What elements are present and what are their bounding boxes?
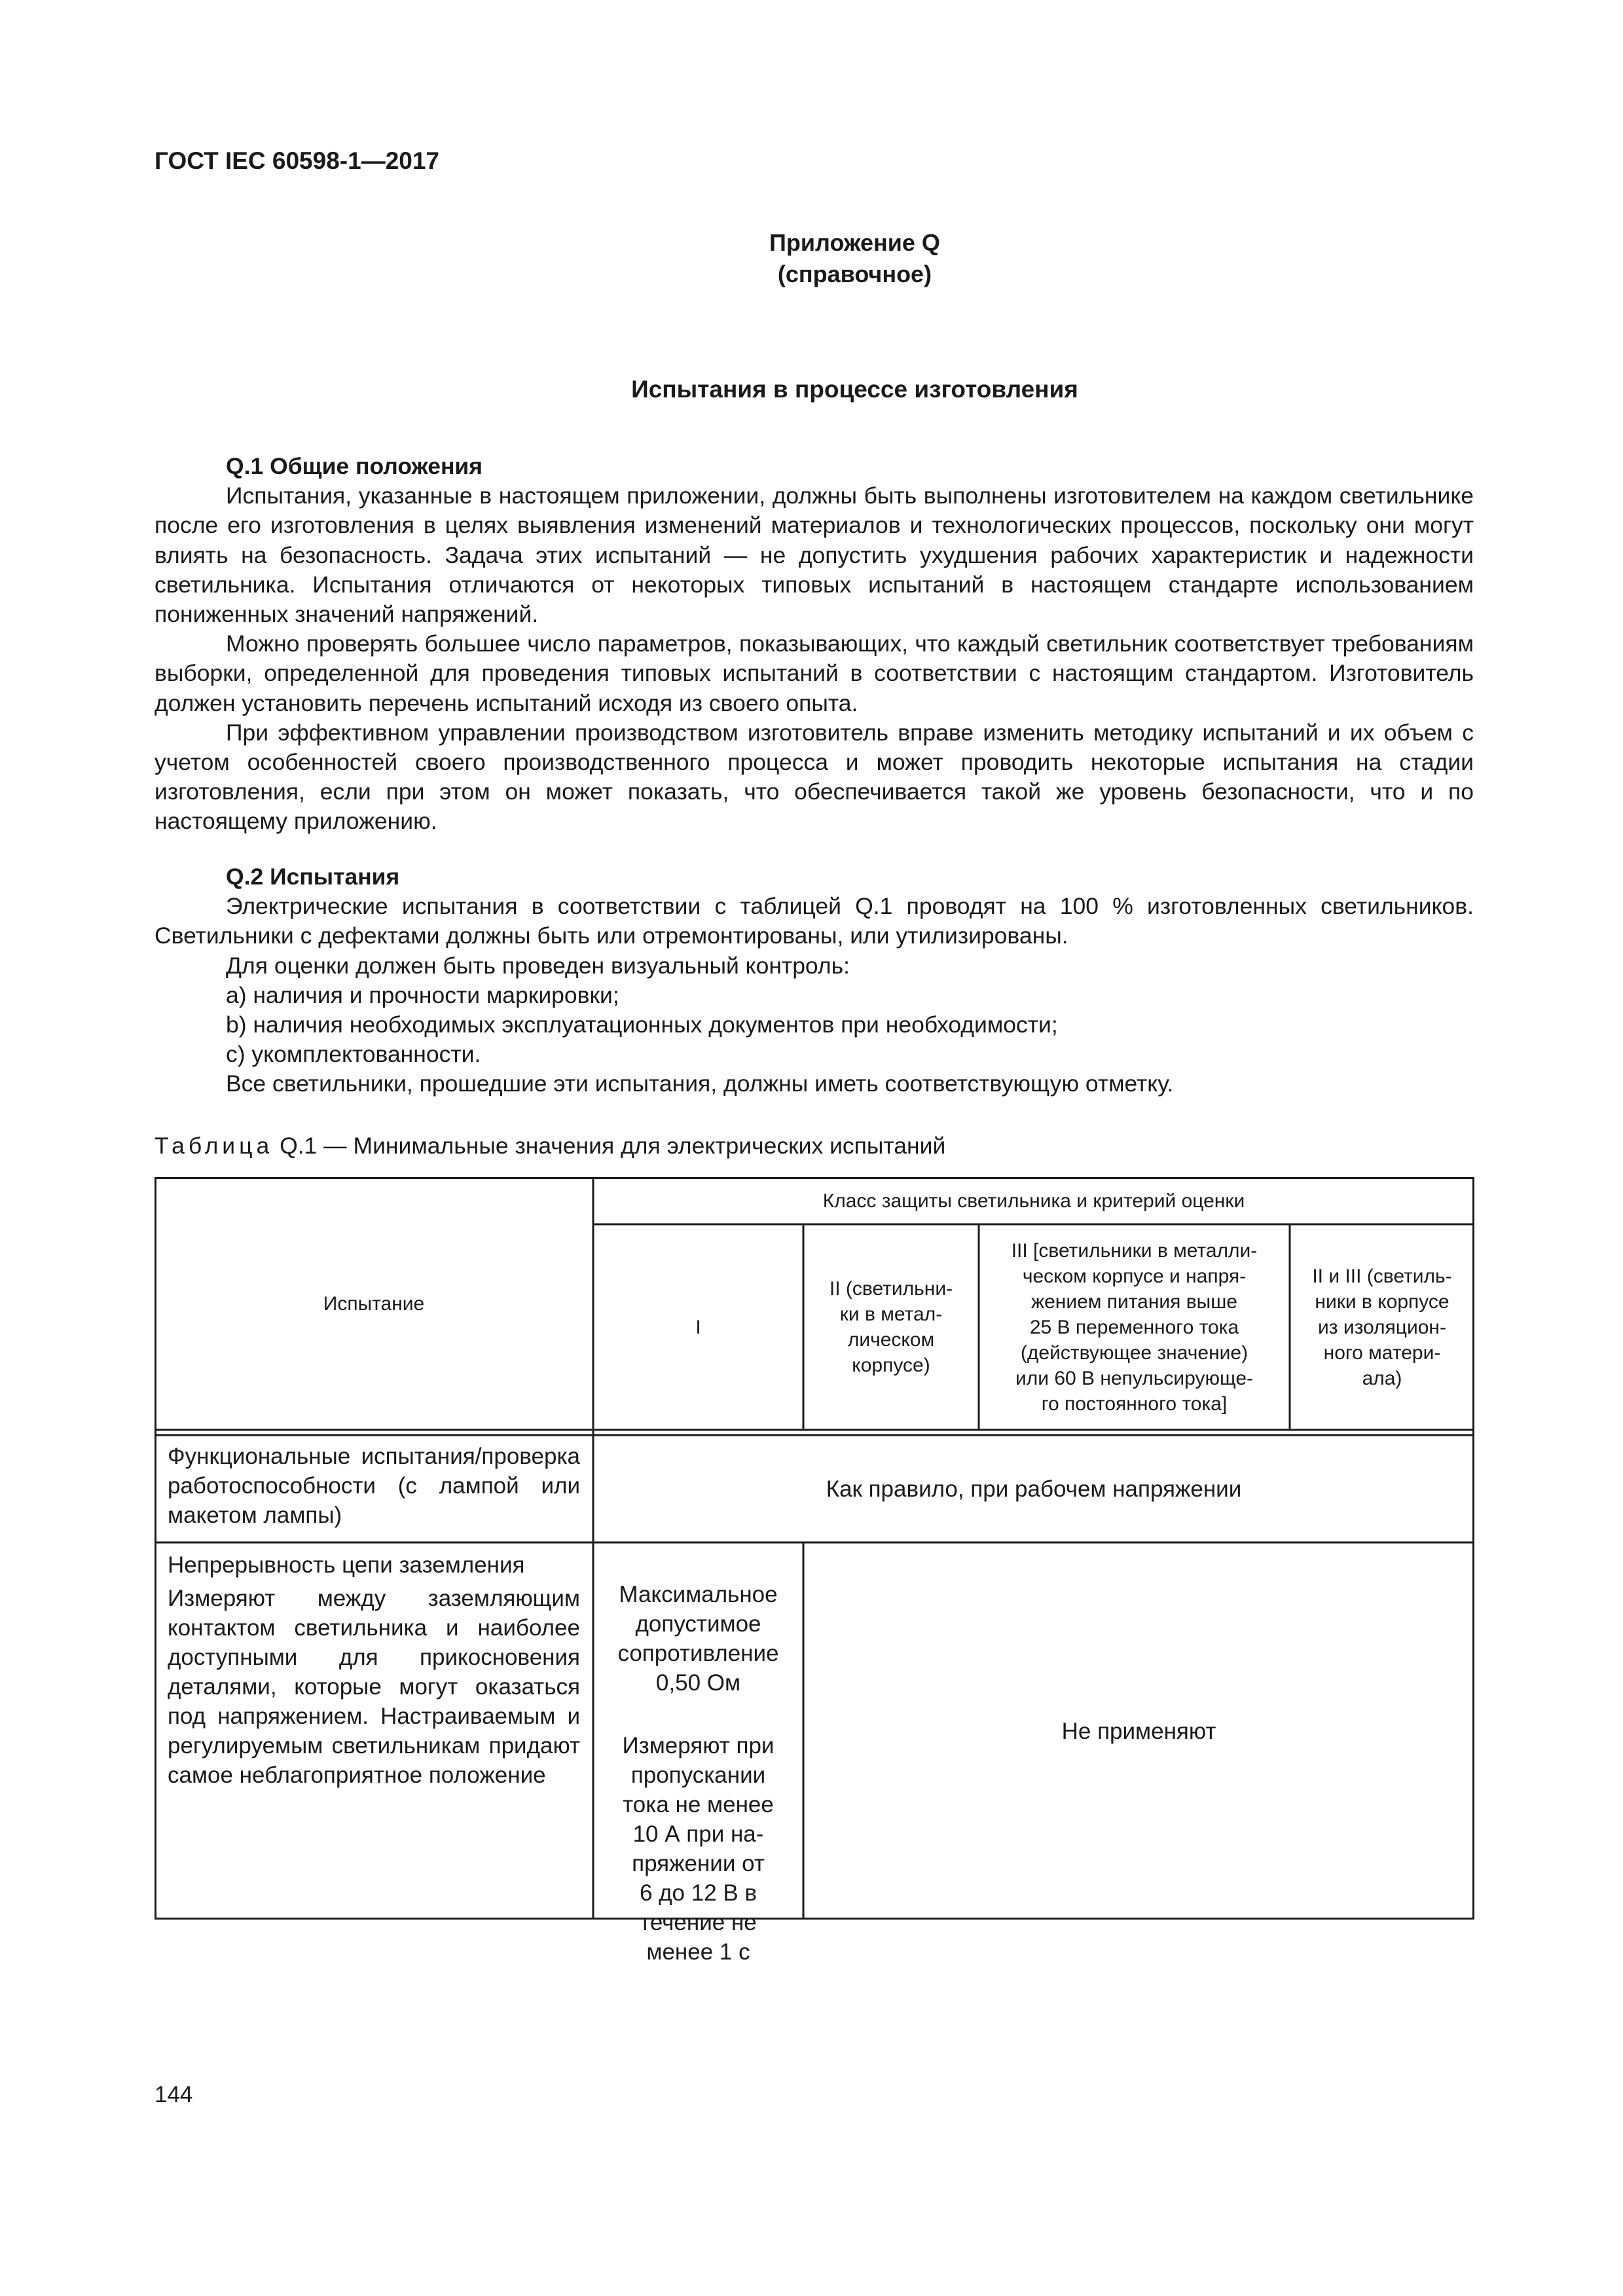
table-caption (155, 1133, 945, 1159)
row-earthing-title: Непрерывность цепи заземления (168, 1552, 525, 1578)
header-class-iii: III [светильники в металли- ческом корпусе и напря- жением питания выше 25 В переменного тока (действующее значение) или 60 В непульсирующе- го постоянного тока] (1011, 1239, 1258, 1415)
section-general (155, 452, 1474, 837)
header-class-ii-iii: II и III (светиль- ники в корпусе из изоляцион- ного матери- ала) (1312, 1265, 1452, 1389)
appendix-heading (0, 227, 1623, 290)
appendix-title: Приложение Q (769, 229, 940, 256)
header-protection-class: Класс защиты светильника и критерий оценки (822, 1190, 1245, 1212)
row-earthing-description: Измеряют между заземляющим контактом светильника и наиболее доступными для прикосновения деталями, которые могут оказаться под напряжением. Настраиваемым и регулируемым светильникам придают самое неблагоприятное положение (168, 1586, 580, 1788)
document-header: ГОСТ IEC 60598-1—2017 (155, 147, 440, 174)
paragraph: Можно проверять большее число параметров, показывающих, что каждый светильник соответствует требованиям выборки, определенной для проведения типовых испытаний в соответствии с настоящим стандартом. Изготовитель должен установить перечень испытаний исходя из своего опыта. (155, 630, 1474, 716)
row-functional-test-text: Функциональные испытания/проверка работоспособности (с лампой или макетом лампы) (168, 1444, 580, 1528)
paragraph: Электрические испытания в соответствии с таблицей Q.1 проводят на 100 % изготовленных светильников. Светильники с дефектами должны быть или отремонтированы, или утилизированы. (155, 893, 1474, 949)
row-earthing-other-classes: Не применяют (1061, 1718, 1216, 1744)
section-heading: Q.1 Общие положения (226, 453, 483, 479)
page-title: Испытания в процессе изготовления (631, 376, 1078, 403)
row-earthing-class-i-limit: Максимальное допустимое сопротивление 0,50 Ом (617, 1582, 779, 1696)
list-item: c) укомплектованности. (226, 1041, 481, 1068)
paragraph: При эффективном управлении производством изготовитель вправе изменить методику испытаний и их объем с учетом особенностей своего производственного процесса и может проводить некоторые испытания на стадии изготовления, если при этом он может показать, что обеспечивается такой же уровень безопасности, что и по настоящему приложению. (155, 719, 1474, 835)
paragraph: Испытания, указанные в настоящем приложении, должны быть выполнены изготовителем на каждом светильнике после его изготовления в целях выявления изменений материалов и технологических процессов, поскольку они могут влиять на безопасность. Задача этих испытаний — не допустить ухудшения рабочих характеристик и надежности светильника. Испытания отличаются от некоторых типовых испытаний в настоящем стандарте использованием пониженных значений напряжений. (155, 483, 1474, 628)
row-earthing-class-i-method: Измеряют при пропускании тока не менее 10 А при на- пряжении от 6 до 12 В в течение не менее 1 с (622, 1733, 775, 1965)
list-item: b) наличия необходимых эксплуатационных документов при необходимости; (226, 1011, 1058, 1038)
row-functional-test (168, 1442, 580, 1530)
row-earthing-test (168, 1550, 580, 1790)
table-caption-label: Таблица (155, 1133, 274, 1159)
row-functional-value: Как правило, при рабочем напряжении (826, 1476, 1242, 1502)
paragraph: Все светильники, прошедшие эти испытания, должны иметь соответствующую отметку. (226, 1070, 1174, 1097)
table-caption-text: Q.1 — Минимальные значения для электрических испытаний (280, 1133, 946, 1159)
header-class-ii: II (светильни- ки в метал- лическом корпусе) (829, 1278, 953, 1376)
row-earthing-class-i (593, 1550, 803, 1996)
list-item: a) наличия и прочности маркировки; (226, 981, 619, 1008)
tests-table (155, 1177, 1474, 1965)
header-class-i: I (695, 1316, 701, 1338)
section-tests (155, 862, 1474, 1099)
paragraph: Для оценки должен быть проведен визуальный контроль: (226, 952, 850, 979)
page-number: 144 (155, 2082, 193, 2107)
section-heading: Q.2 Испытания (226, 864, 400, 890)
appendix-subtitle: (справочное) (777, 261, 932, 287)
header-test: Испытание (323, 1292, 425, 1315)
